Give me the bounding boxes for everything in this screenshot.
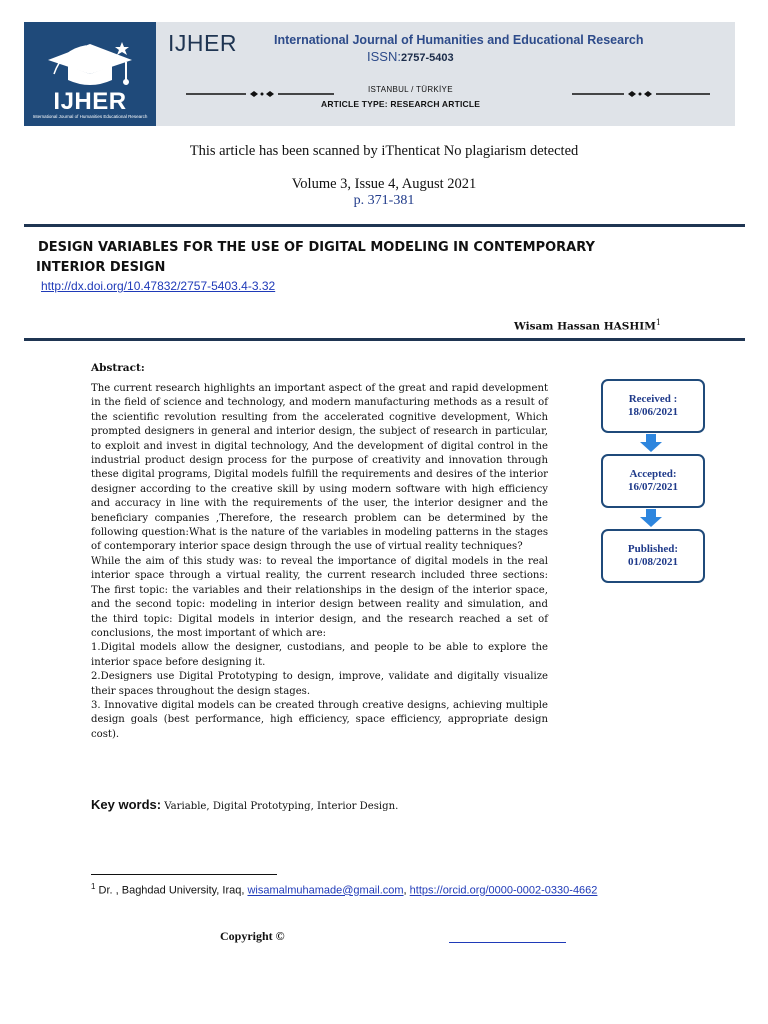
article-type: ARTICLE TYPE: RESEARCH ARTICLE: [321, 99, 481, 109]
arrow-down-icon: [640, 509, 662, 527]
graduation-cap-icon: [46, 40, 134, 90]
journal-banner: [24, 22, 735, 126]
issn: [367, 49, 454, 64]
published-date-box: [601, 529, 705, 583]
article-title: [36, 238, 726, 278]
orcid-link[interactable]: https://orcid.org/0000-0002-0330-4662: [409, 884, 598, 897]
article-title-line-2: INTERIOR DESIGN: [36, 260, 166, 275]
copyright-label: Copyright ©: [220, 929, 285, 943]
footnote-affiliation: Dr. , Baghdad University, Iraq,: [95, 884, 248, 897]
author-name-text: Wisam Hassan HASHIM: [514, 320, 656, 333]
copyright-link-line: [449, 942, 566, 943]
issn-number: 2757-5403: [400, 52, 454, 64]
journal-location: ISTANBUL / TÜRKİYE: [368, 85, 453, 94]
author-footnote-marker: 1: [655, 318, 661, 327]
volume-issue: Volume 3, Issue 4, August 2021: [291, 176, 477, 192]
abstract-conclusion-1: 1.Digital models allow the designer, custodians, and people to be able to explore the interior space before designing it.: [91, 642, 548, 668]
author-name: [514, 318, 661, 333]
keywords-list: Variable, Digital Prototyping, Interior Design.: [161, 801, 399, 812]
received-label: Received :: [628, 393, 678, 405]
accepted-date: 16/07/2021: [627, 481, 679, 493]
title-top-rule: [24, 224, 745, 227]
abstract-paragraph: The current research highlights an important aspect of the great and rapid development in the field of science and technology, and modern manufacturing methods as a result of the scientific revolution resulting from the accelerated cognitive development, Which prompted designers in general and interior design, the subject of research in particular, to exploit and invest in digital technology, And the development of digital control in the industrial product design process for the purpose of creativity and innovation through these digital programs, Digital models fulfill the requirements and desires of the interior designer according to the creative skill by using modern software with high efficiency and accuracy in line with the requirements of the user, the interior designer and the beneficiary companies ,Therefore, the research problem can be determined by the following question:What is the nature of the variables in modeling patterns in the stages of contemporary interior space design through the use of virtual reality techniques?: [91, 383, 548, 553]
published-label: Published:: [627, 543, 679, 555]
plagiarism-note: This article has been scanned by iThenticat No plagiarism detected: [189, 143, 579, 159]
arrow-down-icon: [640, 434, 662, 452]
abstract-conclusion-2: 2.Designers use Digital Prototyping to design, improve, validate and digitally visualize their spaces throughout the design stages.: [91, 671, 548, 697]
page-range: p. 371-381: [353, 193, 415, 208]
logo-text: IJHER: [53, 88, 127, 115]
footnote-separator: ,: [403, 884, 410, 897]
author-email-link[interactable]: wisamalmuhamade@gmail.com: [247, 884, 404, 897]
logo-subtitle: International Journal of Humanities Educational Research: [32, 114, 148, 119]
received-date-box: [601, 379, 705, 433]
published-date: 01/08/2021: [627, 556, 679, 568]
journal-abbreviation: IJHER: [168, 30, 237, 56]
accepted-label: Accepted:: [629, 468, 677, 480]
right-flourish: [572, 90, 712, 98]
author-rule: [24, 338, 745, 341]
abstract-heading: Abstract:: [91, 362, 145, 374]
left-flourish: [186, 90, 336, 98]
journal-name: International Journal of Humanities and Educational Research: [274, 33, 644, 47]
footnote-rule: [91, 874, 277, 875]
doi-link[interactable]: http://dx.doi.org/10.47832/2757-5403.4-3.32: [41, 279, 276, 293]
abstract-conclusion-3: 3. Innovative digital models can be created through creative designs, achieving multiple design goals (best performance, high efficiency, space efficiency, appropriate design cost).: [91, 699, 548, 740]
keywords: [91, 797, 561, 812]
issn-label: ISSN:: [367, 49, 401, 64]
accepted-date-box: [601, 454, 705, 508]
footnote-marker: 1: [91, 882, 96, 891]
received-date: 18/06/2021: [627, 406, 679, 418]
author-footnote: [91, 882, 597, 897]
keywords-label: Key words:: [91, 797, 162, 812]
abstract-paragraph: While the aim of this study was: to reveal the importance of digital models in the real interior space through a virtual reality, the current research included three sections: The first topic: the variables and their relationships in the design of the interior space, and the second topic: modeling in interior design between reality and simulation, and the third topic: Digital models in interior design, and the research reached a set of conclusions, the most important of which are:: [91, 555, 548, 639]
abstract-body: [91, 382, 548, 742]
journal-logo: [24, 22, 156, 126]
article-title-line-1: DESIGN VARIABLES FOR THE USE OF DIGITAL MODELING IN CONTEMPORARY: [38, 240, 595, 255]
